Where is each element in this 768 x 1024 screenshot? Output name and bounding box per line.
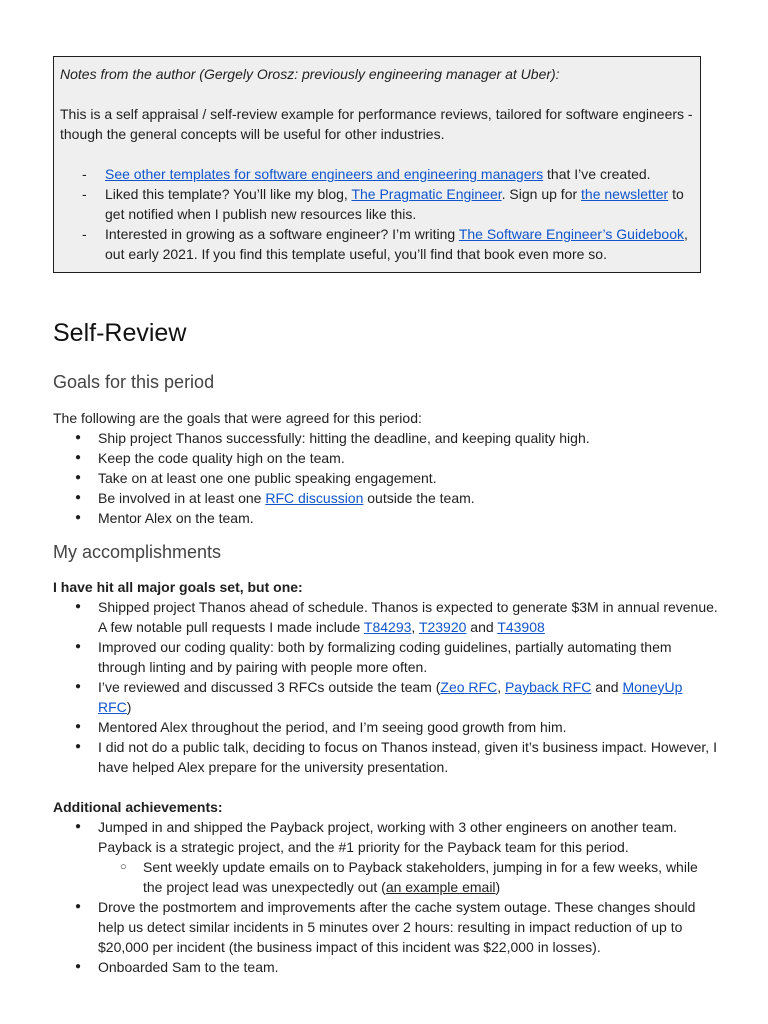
list-item: ● I did not do a public talk, deciding to focus on Thanos instead, given it’s business impact. However, I have helped Alex prepare for the university presentation.: [53, 737, 718, 777]
list-item: [53, 488, 718, 508]
list-item: ● Mentor Alex on the team.: [53, 508, 718, 528]
sub-list-item: [98, 857, 718, 897]
note-item-text: that I’ve created.: [543, 166, 651, 182]
note-item-text: to get notified when I publish new resources like this.: [105, 186, 684, 222]
spacer: [53, 528, 718, 540]
payback-rfc-link[interactable]: Payback RFC: [504, 679, 592, 695]
pr-link-t84293[interactable]: T84293: [363, 619, 412, 635]
additional-lead: Additional achievements:: [53, 799, 223, 815]
list-item-text: ,: [497, 679, 505, 695]
note-item-text: , out early 2021. If you find this template useful, you’ll find that book even more so.: [105, 226, 688, 262]
note-heading: Notes from the author (Gergely Orosz: previously engineering manager at Uber):: [60, 66, 560, 82]
list-item: ● Onboarded Sam to the team.: [53, 957, 718, 977]
guidebook-link[interactable]: The Software Engineer’s Guidebook: [458, 226, 685, 242]
list-item: ● Ship project Thanos successfully: hitting the deadline, and keeping quality high.: [53, 428, 718, 448]
list-item: [53, 817, 718, 897]
additional-list: [53, 817, 718, 977]
accomplishments-lead: I have hit all major goals set, but one:: [53, 579, 303, 595]
newsletter-link[interactable]: the newsletter: [581, 186, 669, 202]
list-item-text: Shipped project Thanos ahead of schedule. Thanos is expected to generate $3M in annual revenue. A few notable pull requests I made include: [98, 599, 718, 635]
moneyup-rfc-link[interactable]: MoneyUp RFC: [98, 679, 683, 715]
list-item: ● Take on at least one one public speaking engagement.: [53, 468, 718, 488]
list-item-text: Jumped in and shipped the Payback project, working with 3 other engineers on another team. Payback is a strategic project, and the #1 priority for the Payback team for this period.: [98, 819, 678, 855]
list-item-text: and: [591, 679, 623, 695]
list-item-text: I’ve reviewed and discussed 3 RFCs outside the team (: [98, 679, 441, 695]
accomplishments-list: [53, 597, 718, 777]
note-list: [60, 164, 700, 264]
blog-link[interactable]: The Pragmatic Engineer: [351, 186, 502, 202]
list-item-text: Sent weekly update emails on to Payback stakeholders, jumping in for a few weeks, while the project lead was unexpectedly out (: [143, 859, 698, 895]
goals-list: [53, 428, 718, 528]
review-content: [53, 316, 718, 977]
spacer: [53, 564, 718, 577]
list-item-text: Be involved in at least one: [98, 490, 266, 506]
note-item-blog: [60, 184, 700, 224]
list-item-text: and: [466, 619, 498, 635]
zeo-rfc-link[interactable]: Zeo RFC: [440, 679, 498, 695]
note-item-templates: [60, 164, 700, 184]
note-spacer: [60, 84, 700, 104]
list-item-text: outside the team.: [363, 490, 475, 506]
author-note-box: [53, 56, 701, 273]
list-item-text: ): [126, 699, 132, 715]
spacer: [53, 394, 718, 408]
spacer: [53, 777, 718, 797]
goals-intro: The following are the goals that were agreed for this period:: [53, 410, 422, 426]
note-item-guidebook: [60, 224, 700, 264]
note-intro: This is a self appraisal / self-review example for performance reviews, tailored for software engineers - though the general concepts will be useful for other industries.: [60, 106, 693, 142]
pr-link-t43908[interactable]: T43908: [497, 619, 545, 635]
list-item-text: ): [495, 879, 501, 895]
note-item-text: Liked this template? You’ll like my blog,: [105, 186, 352, 202]
accomplishments-heading: My accomplishments: [53, 542, 222, 562]
sub-list: [98, 857, 718, 897]
list-item: ● Mentored Alex throughout the period, and I’m seeing good growth from him.: [53, 717, 718, 737]
note-spacer: [60, 144, 700, 164]
list-item: ● Improved our coding quality: both by formalizing coding guidelines, partially automating them through linting and by pairing with people more often.: [53, 637, 718, 677]
pr-link-t23920[interactable]: T23920: [418, 619, 467, 635]
list-item: [53, 677, 718, 717]
list-item-text: ,: [411, 619, 419, 635]
list-item: ● Keep the code quality high on the team.: [53, 448, 718, 468]
list-item: [53, 597, 718, 637]
page-title: Self-Review: [53, 319, 187, 347]
note-item-text: Interested in growing as a software engineer? I’m writing: [105, 226, 459, 242]
templates-link[interactable]: See other templates for software engineers and engineering managers: [105, 166, 544, 182]
rfc-discussion-link[interactable]: RFC discussion: [265, 490, 364, 506]
example-email-link[interactable]: an example email: [385, 879, 496, 895]
list-item: ● Drove the postmortem and improvements after the cache system outage. These changes should help us detect similar incidents in 5 minutes over 2 hours: resulting in impact reduction of up to $20,000 per incident (the business impact of this incident was $22,000 in losses).: [53, 897, 718, 957]
spacer: [53, 350, 718, 370]
note-item-text: . Sign up for: [501, 186, 582, 202]
goals-heading: Goals for this period: [53, 372, 215, 392]
